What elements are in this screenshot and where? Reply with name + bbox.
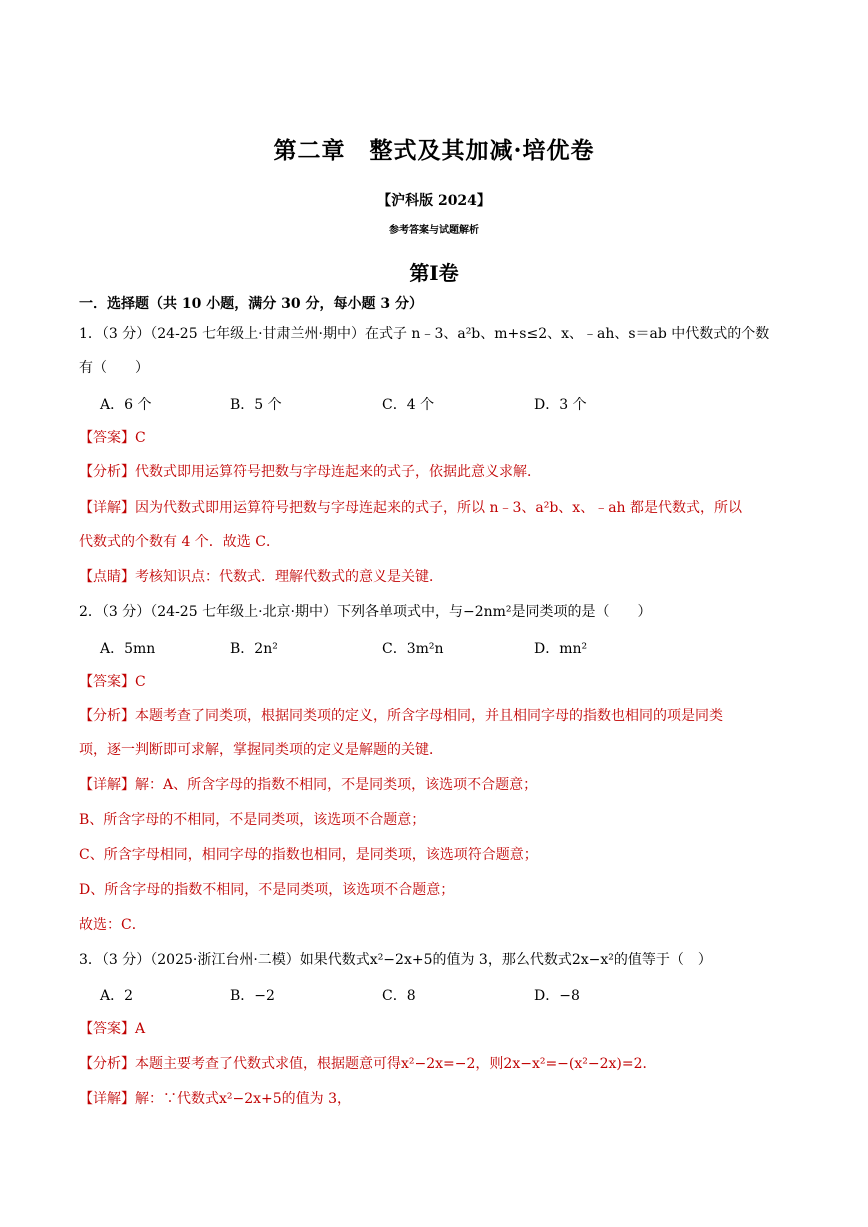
- q1-detail-line1: 【详解】因为代数式即用运算符号把数与字母连起来的式子，所以 n﹣3、a²b、x、﹣ah 都是代数式，所以: [79, 500, 743, 516]
- q2-option-d: D．mn²: [534, 641, 588, 657]
- q3-detail: 【详解】解：∵代数式x²−2x+5的值为 3，: [79, 1091, 352, 1107]
- q2-detail-line2: B、所含字母的不相同，不是同类项，该选项不合题意；: [79, 812, 426, 828]
- q2-option-a: A．5mn: [100, 641, 156, 657]
- q1-stem-line2: 有（ ）: [79, 360, 149, 376]
- q2-option-b: B．2n²: [230, 641, 278, 657]
- document-title: 第二章 整式及其加减·培优卷: [273, 137, 595, 164]
- q3-option-b: B．−2: [230, 988, 275, 1004]
- q2-answer: 【答案】C: [79, 674, 146, 690]
- answer-subtitle: 参考答案与试题解析: [389, 225, 479, 236]
- q1-comment: 【点睛】考核知识点：代数式．理解代数式的意义是关键．: [79, 569, 443, 585]
- q3-analysis: 【分析】本题主要考查了代数式求值，根据题意可得x²−2x=−2，则2x−x²=−(x²−2x)=2．: [79, 1056, 657, 1072]
- q3-option-a: A．2: [100, 988, 134, 1004]
- section-heading: 一．选择题（共 10 小题，满分 30 分，每小题 3 分）: [79, 296, 423, 312]
- q3-option-d: D．−8: [534, 988, 580, 1004]
- q1-option-c: C．4 个: [382, 397, 435, 413]
- q1-option-d: D．3 个: [534, 397, 587, 413]
- q2-detail-line4: D、所含字母的指数不相同，不是同类项，该选项不合题意；: [79, 882, 455, 898]
- q2-detail-line3: C、所含字母相同，相同字母的指数也相同，是同类项，该选项符合题意；: [79, 847, 538, 863]
- q3-stem: 3．（3 分）（2025·浙江台州·二模）如果代数式x²−2x+5的值为 3，那么代数式2x−x²的值等于（ ）: [79, 952, 712, 968]
- q2-analysis-line2: 项，逐一判断即可求解，掌握同类项的定义是解题的关键．: [79, 742, 443, 758]
- q1-analysis: 【分析】代数式即用运算符号把数与字母连起来的式子，依据此意义求解．: [79, 464, 541, 480]
- volume-heading: 第Ⅰ卷: [409, 261, 459, 285]
- q1-stem-line1: 1．（3 分）（24-25 七年级上·甘肃兰州·期中）在式子 n﹣3、a²b、m+s≤2、x、﹣ah、s＝ab 中代数式的个数: [79, 326, 770, 342]
- q2-stem: 2．（3 分）（24-25 七年级上·北京·期中）下列各单项式中，与−2nm²是同类项的是（ ）: [79, 604, 652, 620]
- q1-option-b: B．5 个: [230, 397, 282, 413]
- q1-detail-line2: 代数式的个数有 4 个．故选 C．: [79, 534, 280, 550]
- q3-option-c: C．8: [382, 988, 416, 1004]
- q2-detail-line1: 【详解】解：A、所含字母的指数不相同，不是同类项，该选项不合题意；: [79, 777, 538, 793]
- q1-option-a: A．6 个: [100, 397, 152, 413]
- q2-detail-line5: 故选：C．: [79, 917, 146, 933]
- q3-answer: 【答案】A: [79, 1021, 146, 1037]
- q1-answer: 【答案】C: [79, 430, 146, 446]
- edition-label: 【沪科版 2024】: [377, 193, 491, 209]
- q2-option-c: C．3m²n: [382, 641, 444, 657]
- q2-analysis-line1: 【分析】本题考查了同类项，根据同类项的定义，所含字母相同，并且相同字母的指数也相同的项是同类: [79, 708, 723, 724]
